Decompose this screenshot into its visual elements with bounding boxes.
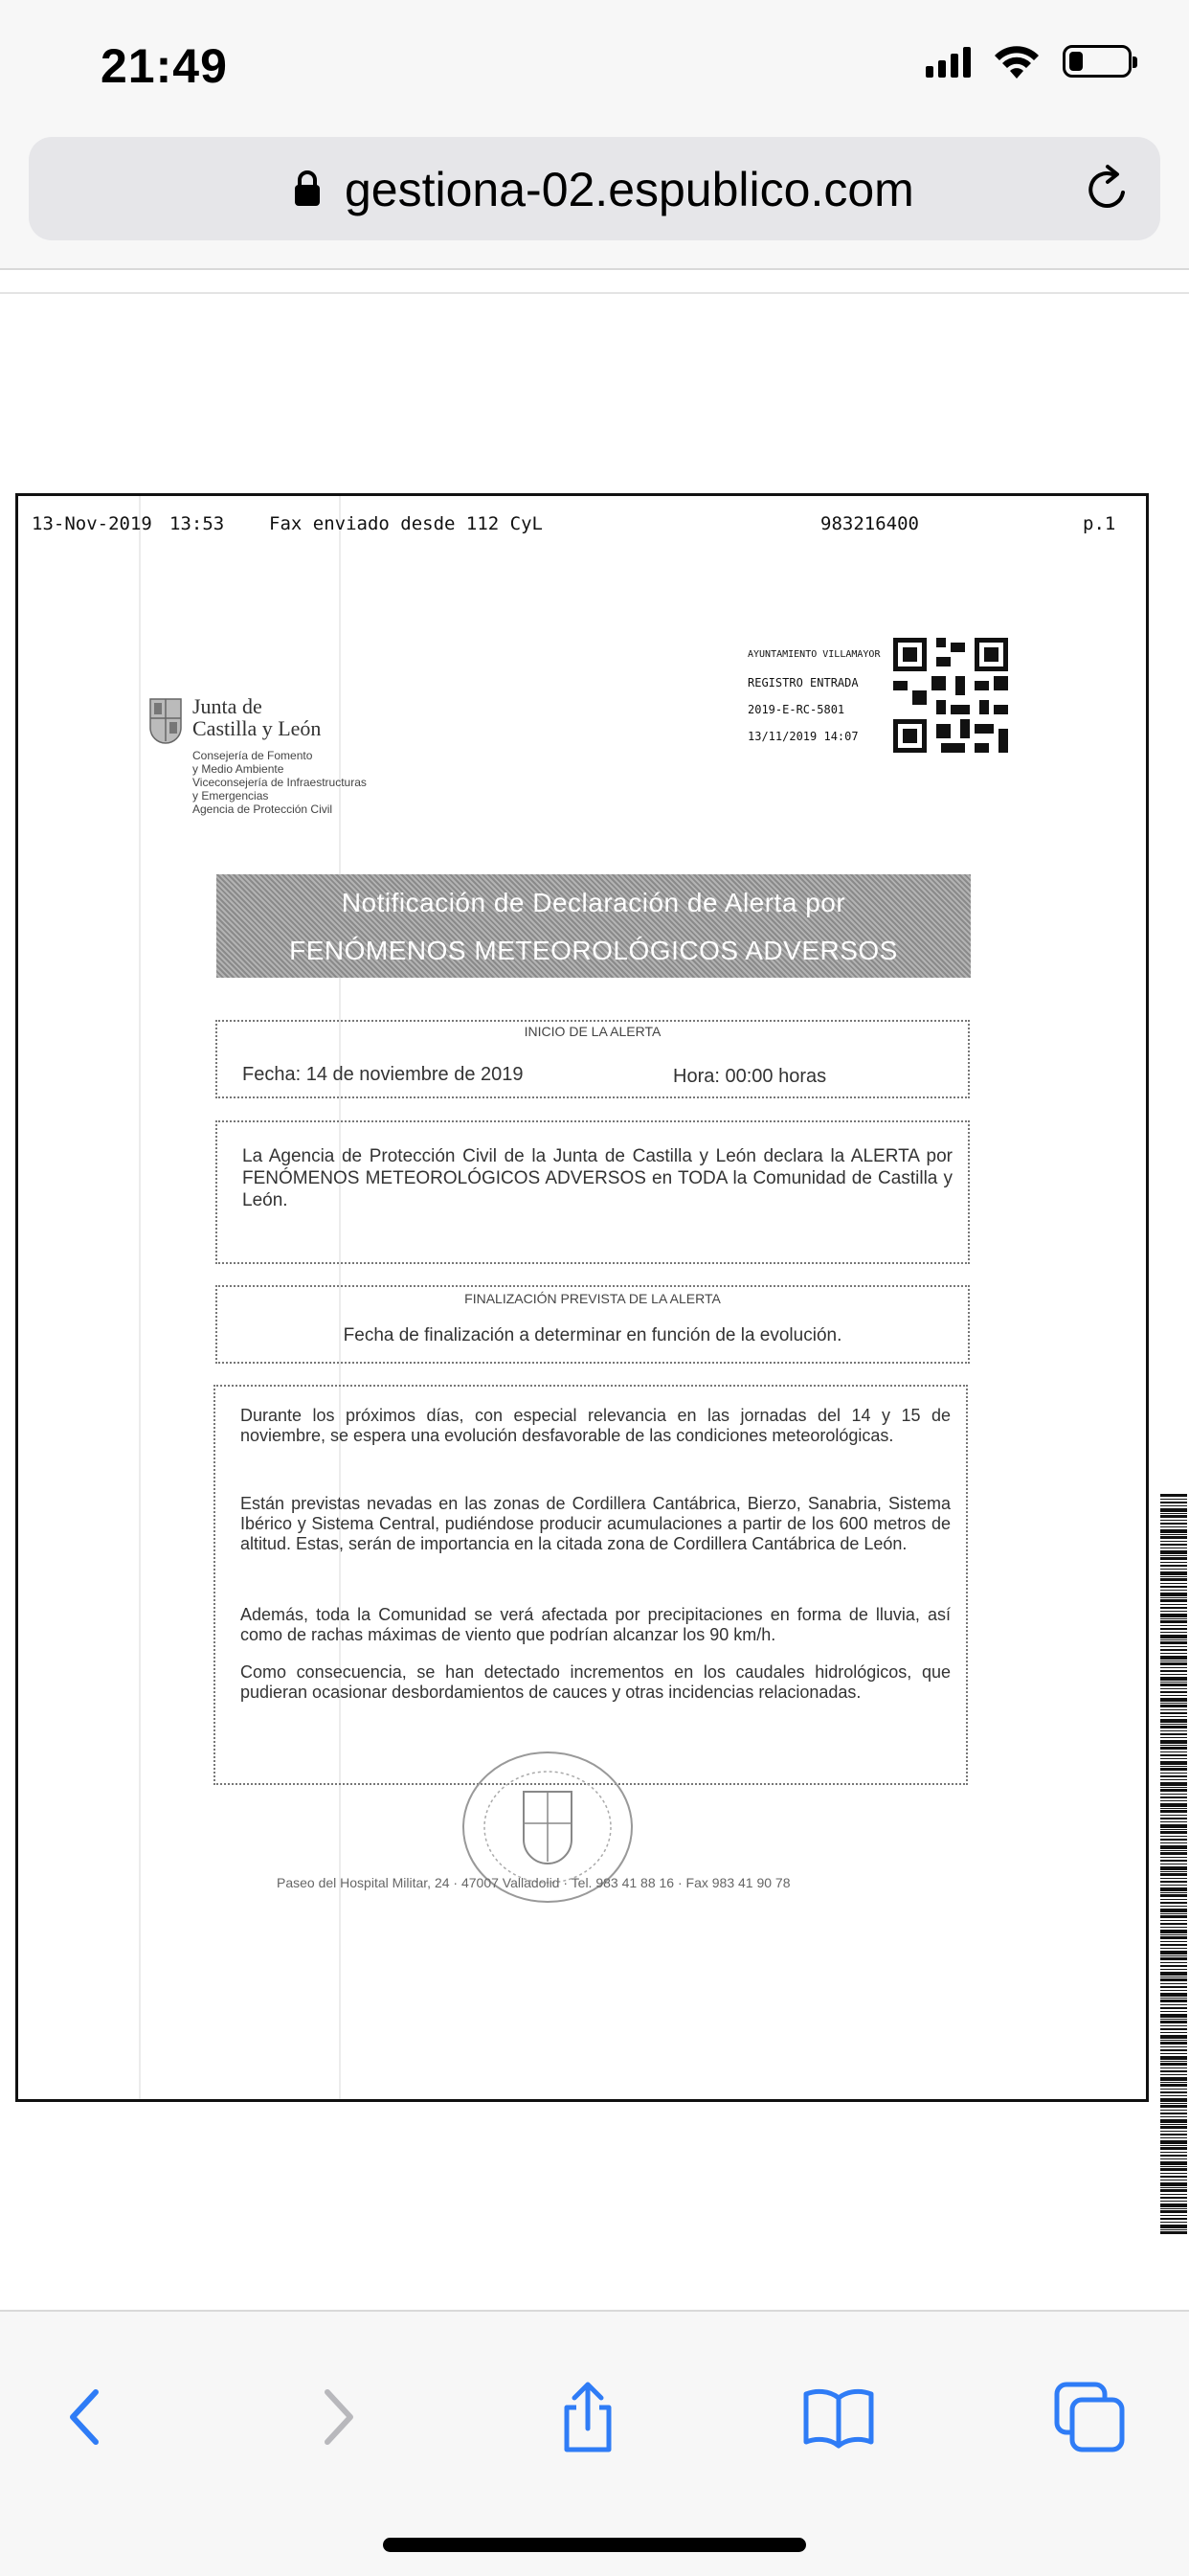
forward-icon[interactable] xyxy=(299,2379,375,2455)
alert-start-date: Fecha: 14 de noviembre de 2019 xyxy=(242,1064,524,1085)
stamp-line: AYUNTAMIENTO VILLAMAYOR xyxy=(748,649,881,660)
alert-declaration-text: La Agencia de Protección Civil de la Junta de Castilla y León declara la ALERTA por FENÓMENOS METEOROLÓGICOS ADVERSOS en TODA la Comunidad de Castilla y León. xyxy=(242,1146,953,1210)
url-text[interactable]: gestiona-02.espublico.com xyxy=(345,163,914,216)
title-line1: Notificación de Declaración de Alerta por xyxy=(341,888,846,917)
status-time: 21:49 xyxy=(101,39,228,93)
alert-details-box xyxy=(213,1385,968,1785)
logo-sub-line: Consejería de Fomento xyxy=(192,749,313,762)
details-paragraph: Además, toda la Comunidad se verá afectada por precipitaciones en forma de lluvia, así como de rachas máximas de viento que podrían alcanzar los 90 km/h. xyxy=(240,1605,951,1644)
qr-code-icon xyxy=(893,638,1008,753)
barcode-icon xyxy=(1160,1494,1187,2236)
details-paragraph: Como consecuencia, se han detectado incrementos en los caudales hidrológicos, que pudieran ocasionar desbordamientos de cauces y otras incidencias relacionadas. xyxy=(240,1662,951,1702)
browser-toolbar xyxy=(0,2310,1189,2576)
share-icon[interactable] xyxy=(550,2379,626,2455)
logo-sub-line: Viceconsejería de Infraestructuras xyxy=(192,776,367,789)
stamp-line: REGISTRO ENTRADA xyxy=(748,676,859,689)
logo-subtitle xyxy=(192,749,441,816)
alert-end-text: Fecha de finalización a determinar en función de la evolución. xyxy=(343,1325,842,1345)
fax-time: 13:53 xyxy=(169,513,225,534)
stamp-line: 13/11/2019 14:07 xyxy=(748,730,859,743)
logo-sub-line: y Medio Ambiente xyxy=(192,762,284,776)
address-bar[interactable] xyxy=(29,137,1160,240)
battery-icon xyxy=(1063,45,1132,78)
logo-name-line2: Castilla y León xyxy=(192,716,322,740)
alert-start-box xyxy=(215,1020,970,1098)
coat-of-arms-icon xyxy=(148,695,183,747)
lock-icon xyxy=(293,169,322,208)
alert-end-caption: FINALIZACIÓN PREVISTA DE LA ALERTA xyxy=(464,1291,721,1306)
tabs-icon[interactable] xyxy=(1051,2379,1128,2455)
fax-sender: Fax enviado desde 112 CyL xyxy=(269,513,543,534)
cellular-signal-icon xyxy=(926,45,971,78)
reload-icon[interactable] xyxy=(1082,164,1133,215)
home-indicator[interactable] xyxy=(383,2538,806,2552)
alert-start-time: Hora: 00:00 horas xyxy=(673,1066,827,1087)
browser-address-area xyxy=(0,129,1189,270)
page-separator xyxy=(0,292,1189,294)
scan-line xyxy=(139,496,141,2099)
logo-sub-line: Agencia de Protección Civil xyxy=(192,802,333,816)
alert-declaration-box xyxy=(215,1120,970,1264)
fax-page: p.1 xyxy=(1083,513,1116,534)
logo-sub-line: y Emergencias xyxy=(192,789,269,802)
status-icons xyxy=(926,42,1132,80)
details-paragraph: Están previstas nevadas en las zonas de Cordillera Cantábrica, Bierzo, Sanabria, Sistema Ibérico y Sistema Central, pudiéndose producir acumulaciones a partir de los 600 metros de altitud. Estas, serán de importancia en la citada zona de Cordillera Cantábrica de León. xyxy=(240,1494,951,1553)
stamp-line: 2019-E-RC-5801 xyxy=(748,703,845,716)
document-title xyxy=(216,874,971,978)
status-bar xyxy=(0,0,1189,129)
fax-document xyxy=(15,493,1149,2102)
title-line2: FENÓMENOS METEOROLÓGICOS ADVERSOS xyxy=(289,936,898,965)
logo-name-line1: Junta de xyxy=(192,694,262,718)
bookmarks-icon[interactable] xyxy=(800,2379,877,2455)
fax-number: 983216400 xyxy=(820,513,919,534)
wifi-icon xyxy=(992,42,1042,80)
alert-end-box xyxy=(215,1285,970,1364)
details-paragraph: Durante los próximos días, con especial relevancia en las jornadas del 14 y 15 de noviembre, se espera una evolución desfavorable de las condiciones meteorológicas. xyxy=(240,1406,951,1445)
footer-address: Paseo del Hospital Militar, 24 · 47007 Valladolid · Tel. 983 41 88 16 · Fax 983 41 90 78 xyxy=(277,1875,791,1890)
registry-stamp xyxy=(740,638,1027,762)
fax-date: 13-Nov-2019 xyxy=(32,513,152,534)
alert-start-caption: INICIO DE LA ALERTA xyxy=(524,1024,662,1039)
back-icon[interactable] xyxy=(48,2379,124,2455)
